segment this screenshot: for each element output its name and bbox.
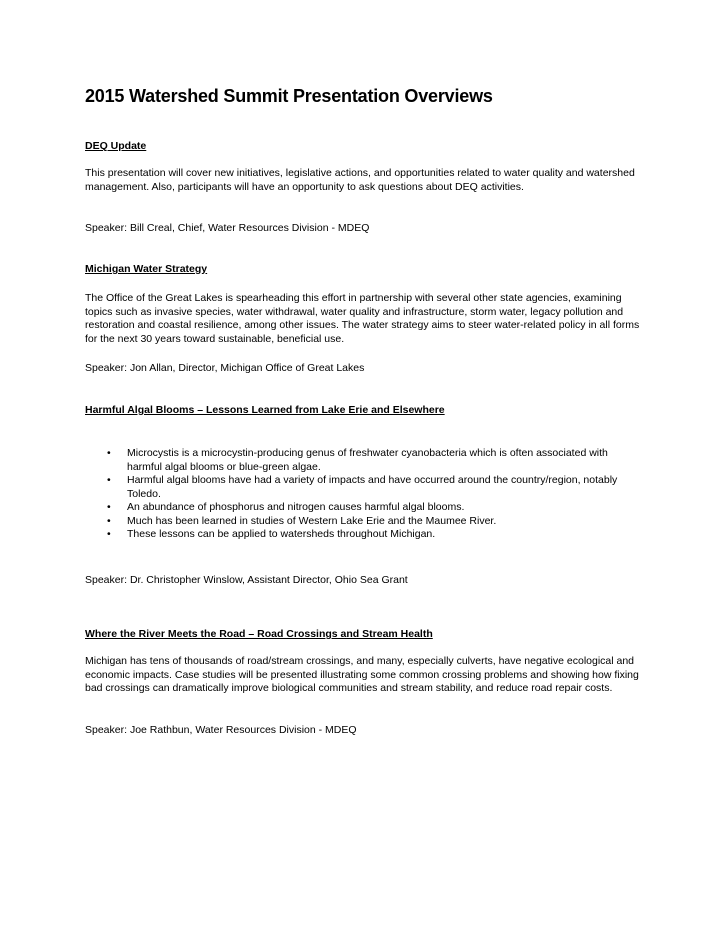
list-item-text: Microcystis is a microcystin-producing genus of freshwater cyanobacteria which is often associated with harmful algal blooms or blue-green algae. xyxy=(127,447,608,473)
bullet-icon: • xyxy=(107,528,111,540)
speaker-river-meets-road: Speaker: Joe Rathbun, Water Resources Division - MDEQ xyxy=(85,724,357,736)
section-heading-harmful-algal-blooms: Harmful Algal Blooms – Lessons Learned from Lake Erie and Elsewhere xyxy=(85,404,445,416)
section-description-deq-update: This presentation will cover new initiatives, legislative actions, and opportunities related to water quality and watershed management. Also, participants will have an opportunity to ask questions about DEQ activities. xyxy=(85,167,635,193)
list-item-text: These lessons can be applied to watersheds throughout Michigan. xyxy=(127,528,436,540)
bullet-icon: • xyxy=(107,447,111,459)
bullet-icon: • xyxy=(107,514,111,527)
list-item xyxy=(85,447,641,474)
section-heading-deq-update: DEQ Update xyxy=(85,140,147,152)
speaker-deq-update: Speaker: Bill Creal, Chief, Water Resources Division - MDEQ xyxy=(85,222,370,234)
section-description-michigan-water-strategy: The Office of the Great Lakes is spearheading this effort in partnership with several other state agencies, examining topics such as invasive species, water withdrawal, water quality and infrastructure, storm water, legacy pollution and restoration and coastal resilience, among other issues. The water strategy aims to steer water-related policy in all forms for the next 30 years toward sustainable, beneficial use. xyxy=(85,292,640,345)
list-item-text: Harmful algal blooms have had a variety of impacts and have occurred around the country/region, notably Toledo. xyxy=(127,474,618,500)
list-item xyxy=(85,528,641,542)
bullet-icon: • xyxy=(107,474,111,486)
list-item xyxy=(85,474,641,501)
speaker-michigan-water-strategy: Speaker: Jon Allan, Director, Michigan Office of Great Lakes xyxy=(85,362,365,374)
section-heading-river-meets-road: Where the River Meets the Road – Road Crossings and Stream Health xyxy=(85,628,433,640)
section-heading-michigan-water-strategy: Michigan Water Strategy xyxy=(85,263,208,275)
bullet-icon: • xyxy=(107,501,111,513)
speaker-harmful-algal-blooms: Speaker: Dr. Christopher Winslow, Assistant Director, Ohio Sea Grant xyxy=(85,574,408,586)
list-item xyxy=(85,501,641,515)
list-item xyxy=(85,515,641,529)
bullet-list-harmful-algal-blooms xyxy=(85,447,641,542)
list-item-text: Much has been learned in studies of Western Lake Erie and the Maumee River. xyxy=(127,514,497,527)
page-title: 2015 Watershed Summit Presentation Overviews xyxy=(85,86,493,106)
section-description-river-meets-road: Michigan has tens of thousands of road/stream crossings, and many, especially culverts, have negative ecological and economic impacts. Case studies will be presented illustrating some common crossing problems and showing how fixing bad crossings can dramatically improve biological communities and stream stability, and reduce road repair costs. xyxy=(85,655,639,694)
list-item-text: An abundance of phosphorus and nitrogen causes harmful algal blooms. xyxy=(127,501,465,513)
